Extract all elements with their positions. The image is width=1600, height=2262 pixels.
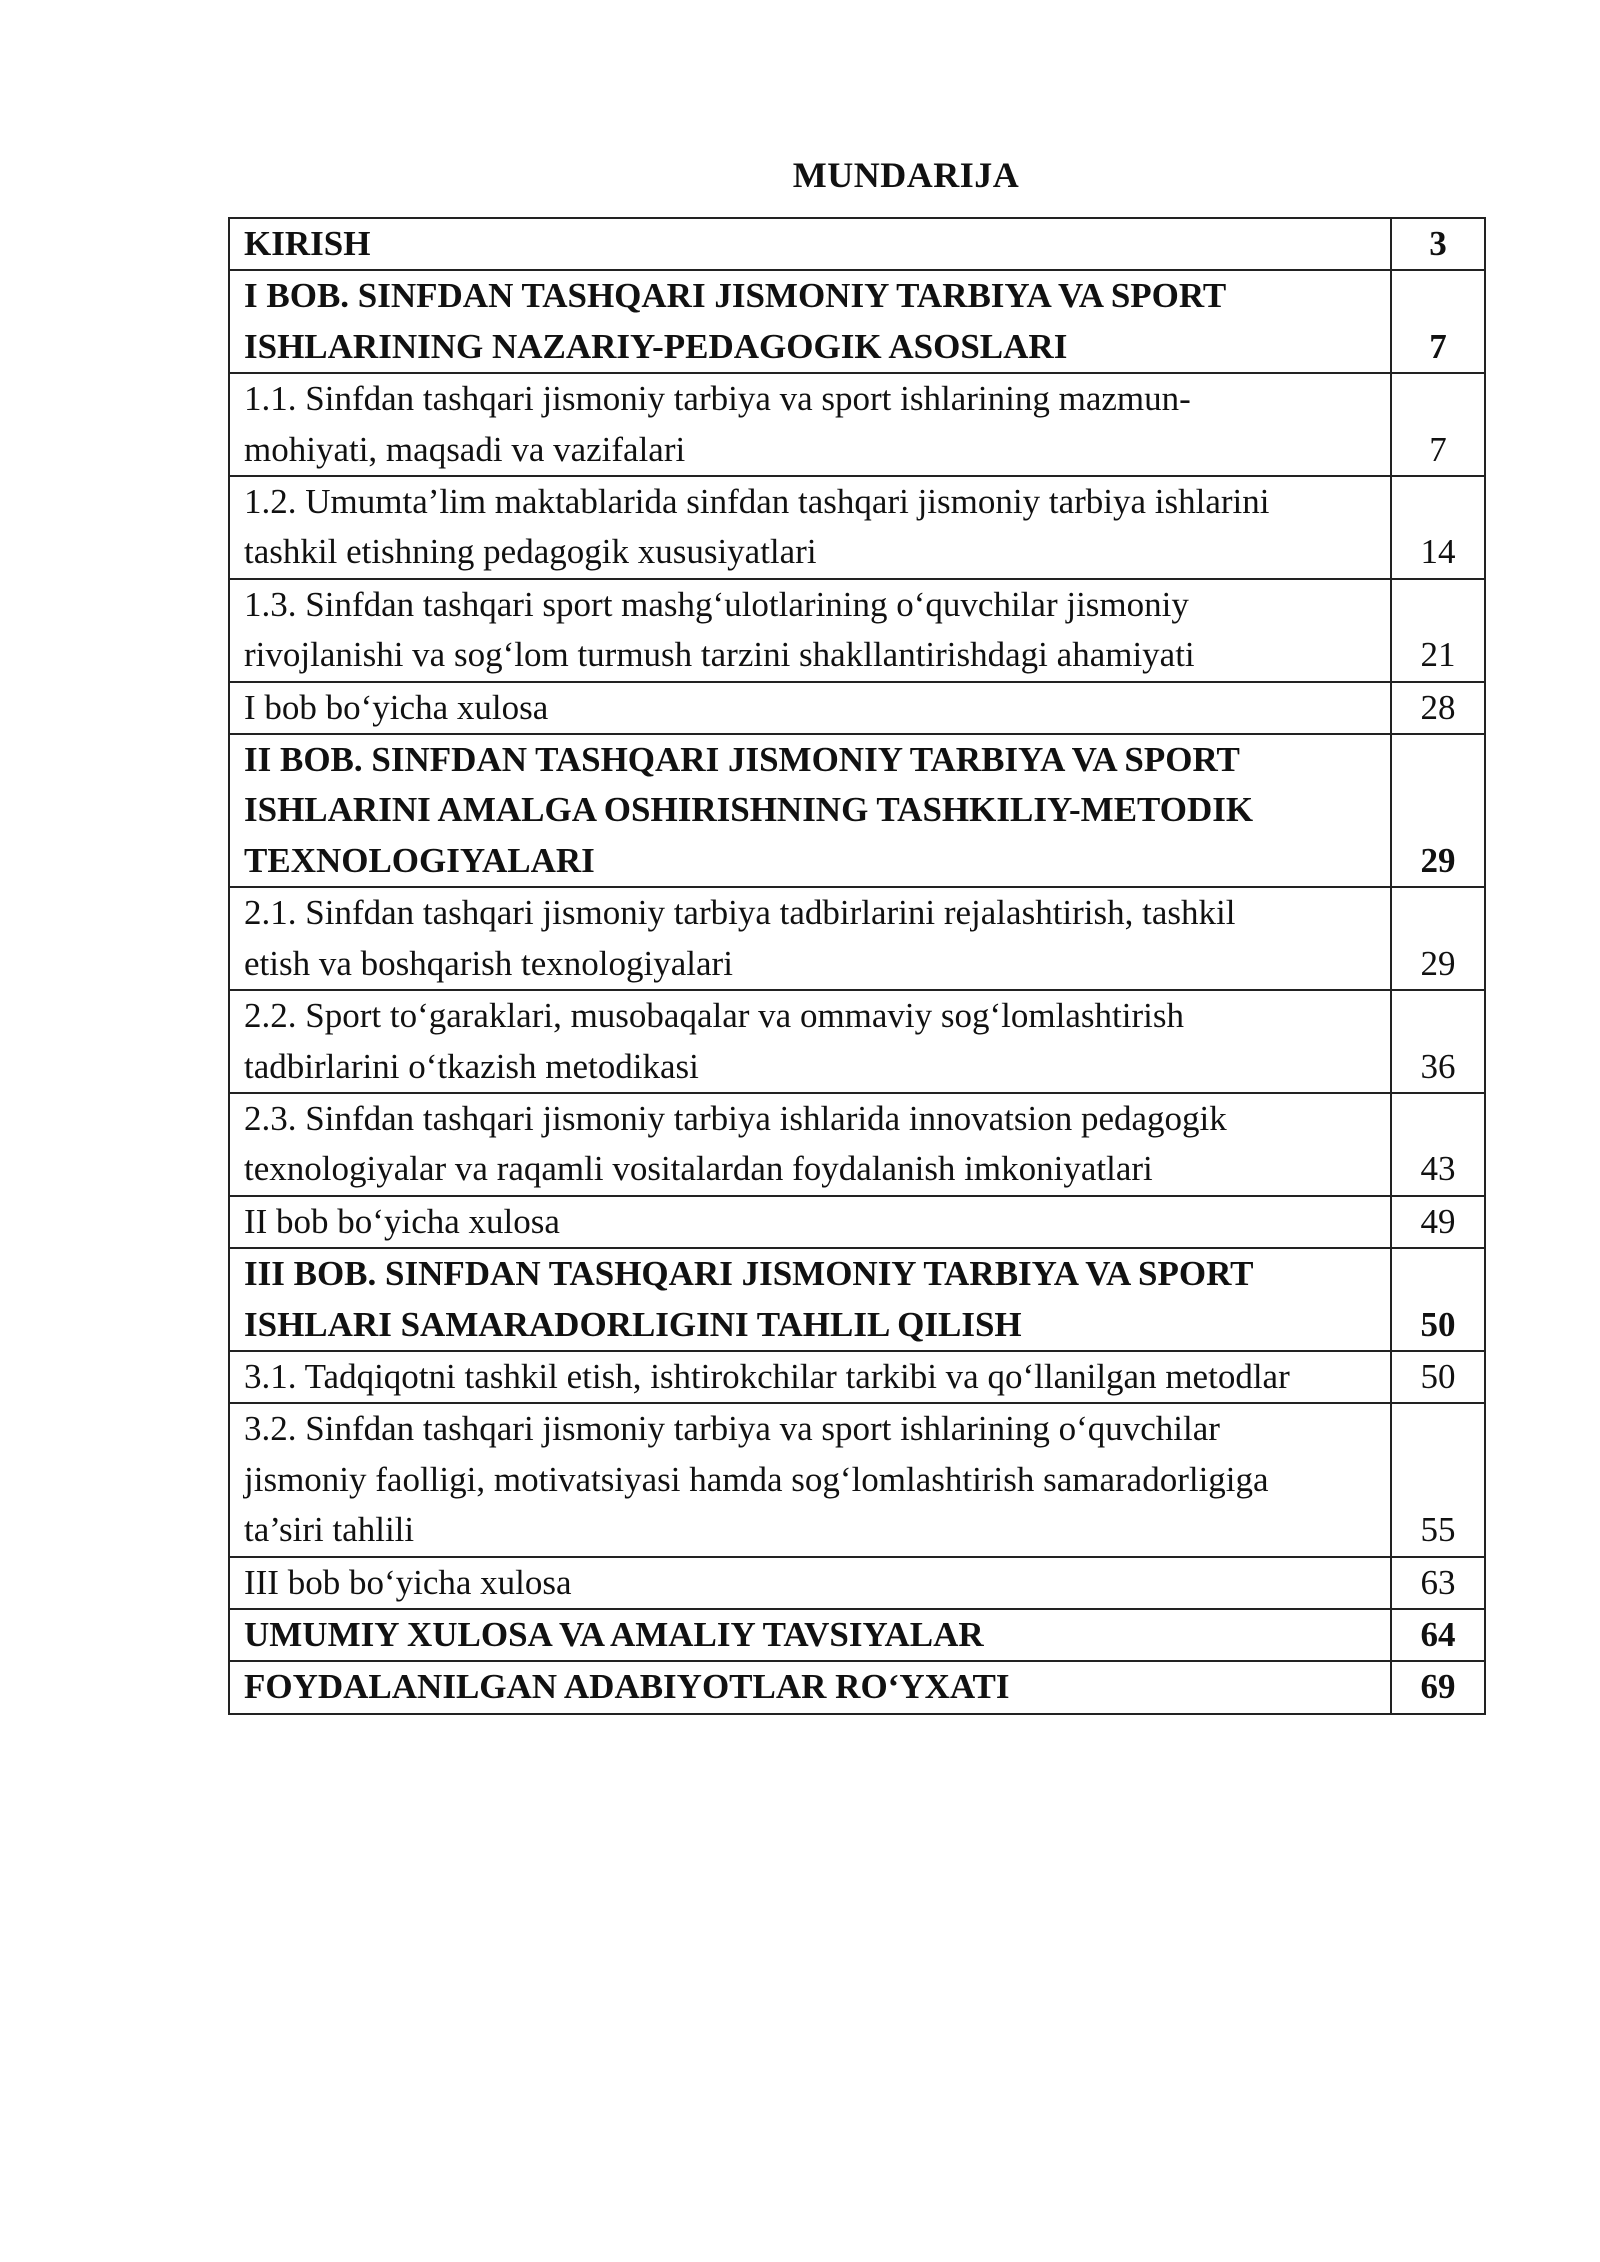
toc-row bbox=[229, 270, 1485, 373]
toc-entry-line: 1.1. Sinfdan tashqari jismoniy tarbiya va sport ishlarining mazmun- bbox=[244, 379, 1191, 419]
toc-row bbox=[229, 1661, 1485, 1713]
toc-entry-line: mohiyati, maqsadi va vazifalari bbox=[244, 429, 686, 469]
toc-row bbox=[229, 373, 1485, 476]
toc-entry-title bbox=[229, 373, 1391, 476]
toc-entry-title bbox=[229, 1557, 1391, 1609]
toc-row bbox=[229, 1248, 1485, 1351]
toc-entry-line: tashkil etishning pedagogik xususiyatlari bbox=[244, 532, 817, 572]
toc-row bbox=[229, 990, 1485, 1093]
toc-page-number: 21 bbox=[1391, 579, 1485, 682]
toc-page-number: 43 bbox=[1391, 1093, 1485, 1196]
toc-entry-line: jismoniy faolligi, motivatsiyasi hamda sog‘lomlashtirish samaradorligiga bbox=[244, 1459, 1269, 1499]
toc-entry-title bbox=[229, 1403, 1391, 1556]
toc-entry-line: ISHLARINING NAZARIY-PEDAGOGIK ASOSLARI bbox=[244, 326, 1068, 366]
toc-row bbox=[229, 476, 1485, 579]
toc-page-number: 55 bbox=[1391, 1403, 1485, 1556]
toc-entry-line: 2.3. Sinfdan tashqari jismoniy tarbiya ishlarida innovatsion pedagogik bbox=[244, 1098, 1227, 1138]
toc-row bbox=[229, 579, 1485, 682]
toc-entry-line: I bob bo‘yicha xulosa bbox=[244, 687, 549, 727]
toc-entry-line: ISHLARI SAMARADORLIGINI TAHLIL QILISH bbox=[244, 1304, 1022, 1344]
toc-entry-line: 2.2. Sport to‘garaklari, musobaqalar va ommaviy sog‘lomlashtirish bbox=[244, 996, 1184, 1036]
page-title: MUNDARIJA bbox=[792, 155, 1020, 195]
toc-entry-line: III BOB. SINFDAN TASHQARI JISMONIY TARBIYA VA SPORT bbox=[244, 1254, 1254, 1294]
toc-entry-line: rivojlanishi va sog‘lom turmush tarzini shakllantirishdagi ahamiyati bbox=[244, 635, 1195, 675]
toc-entry-title bbox=[229, 476, 1391, 579]
toc-entry-line: ISHLARINI AMALGA OSHIRISHNING TASHKILIY-METODIK bbox=[244, 790, 1254, 830]
toc-page-number: 28 bbox=[1391, 682, 1485, 734]
toc-entry-line: II BOB. SINFDAN TASHQARI JISMONIY TARBIYA VA SPORT bbox=[244, 740, 1240, 780]
toc-page-number: 50 bbox=[1391, 1351, 1485, 1403]
toc-entry-line: 3.2. Sinfdan tashqari jismoniy tarbiya va sport ishlarining o‘quvchilar bbox=[244, 1409, 1220, 1449]
toc-page-number: 36 bbox=[1391, 990, 1485, 1093]
toc-row bbox=[229, 1403, 1485, 1556]
toc-page-number: 29 bbox=[1391, 734, 1485, 887]
toc-entry-line: 3.1. Tadqiqotni tashkil etish, ishtirokchilar tarkibi va qo‘llanilgan metodlar bbox=[244, 1356, 1290, 1396]
toc-row bbox=[229, 1557, 1485, 1609]
toc-entry-line: texnologiyalar va raqamli vositalardan foydalanish imkoniyatlari bbox=[244, 1149, 1153, 1189]
toc-entry-title bbox=[229, 1351, 1391, 1403]
toc-entry-title bbox=[229, 270, 1391, 373]
toc-entry-title bbox=[229, 1248, 1391, 1351]
toc-page-number: 64 bbox=[1391, 1609, 1485, 1661]
toc-entry-line: FOYDALANILGAN ADABIYOTLAR RO‘YXATI bbox=[244, 1667, 1010, 1707]
toc-body bbox=[229, 218, 1485, 1714]
toc-row bbox=[229, 1093, 1485, 1196]
toc-row bbox=[229, 734, 1485, 887]
toc-entry-line: I BOB. SINFDAN TASHQARI JISMONIY TARBIYA VA SPORT bbox=[244, 276, 1227, 316]
toc-entry-line: UMUMIY XULOSA VA AMALIY TAVSIYALAR bbox=[244, 1614, 984, 1654]
toc-entry-line: 2.1. Sinfdan tashqari jismoniy tarbiya tadbirlarini rejalashtirish, tashkil bbox=[244, 893, 1236, 933]
toc-entry-title bbox=[229, 1093, 1391, 1196]
toc-page-number: 29 bbox=[1391, 887, 1485, 990]
toc-entry-line: KIRISH bbox=[244, 224, 371, 263]
toc-page-number: 49 bbox=[1391, 1196, 1485, 1248]
toc-entry-line: TEXNOLOGIYALARI bbox=[244, 840, 595, 880]
table-of-contents bbox=[228, 217, 1486, 1715]
toc-row bbox=[229, 1196, 1485, 1248]
toc-entry-line: tadbirlarini o‘tkazish metodikasi bbox=[244, 1046, 699, 1086]
toc-entry-line: etish va boshqarish texnologiyalari bbox=[244, 943, 733, 983]
toc-entry-title bbox=[229, 990, 1391, 1093]
toc-entry-line: II bob bo‘yicha xulosa bbox=[244, 1201, 560, 1241]
toc-entry-line: 1.2. Umumta’lim maktablarida sinfdan tashqari jismoniy tarbiya ishlarini bbox=[244, 482, 1270, 522]
toc-entry-title bbox=[229, 1661, 1391, 1713]
toc-row bbox=[229, 682, 1485, 734]
toc-row bbox=[229, 1351, 1485, 1403]
toc-entry-title bbox=[229, 887, 1391, 990]
toc-entry-title bbox=[229, 734, 1391, 887]
toc-entry-line: III bob bo‘yicha xulosa bbox=[244, 1562, 572, 1602]
toc-page-number: 69 bbox=[1391, 1661, 1485, 1713]
toc-entry-title bbox=[229, 579, 1391, 682]
toc-page-number: 50 bbox=[1391, 1248, 1485, 1351]
toc-page-number: 7 bbox=[1391, 270, 1485, 373]
toc-entry-title bbox=[229, 1196, 1391, 1248]
toc-entry-title bbox=[229, 1609, 1391, 1661]
toc-entry-line: 1.3. Sinfdan tashqari sport mashg‘ulotlarining o‘quvchilar jismoniy bbox=[244, 584, 1189, 624]
toc-entry-title bbox=[229, 218, 1391, 270]
toc-row bbox=[229, 887, 1485, 990]
toc-page-number: 3 bbox=[1391, 218, 1485, 270]
toc-page-number: 63 bbox=[1391, 1557, 1485, 1609]
toc-entry-title bbox=[229, 682, 1391, 734]
toc-row bbox=[229, 218, 1485, 270]
toc-row bbox=[229, 1609, 1485, 1661]
toc-entry-line: ta’siri tahlili bbox=[244, 1510, 415, 1550]
toc-page-number: 14 bbox=[1391, 476, 1485, 579]
toc-page-number: 7 bbox=[1391, 373, 1485, 476]
